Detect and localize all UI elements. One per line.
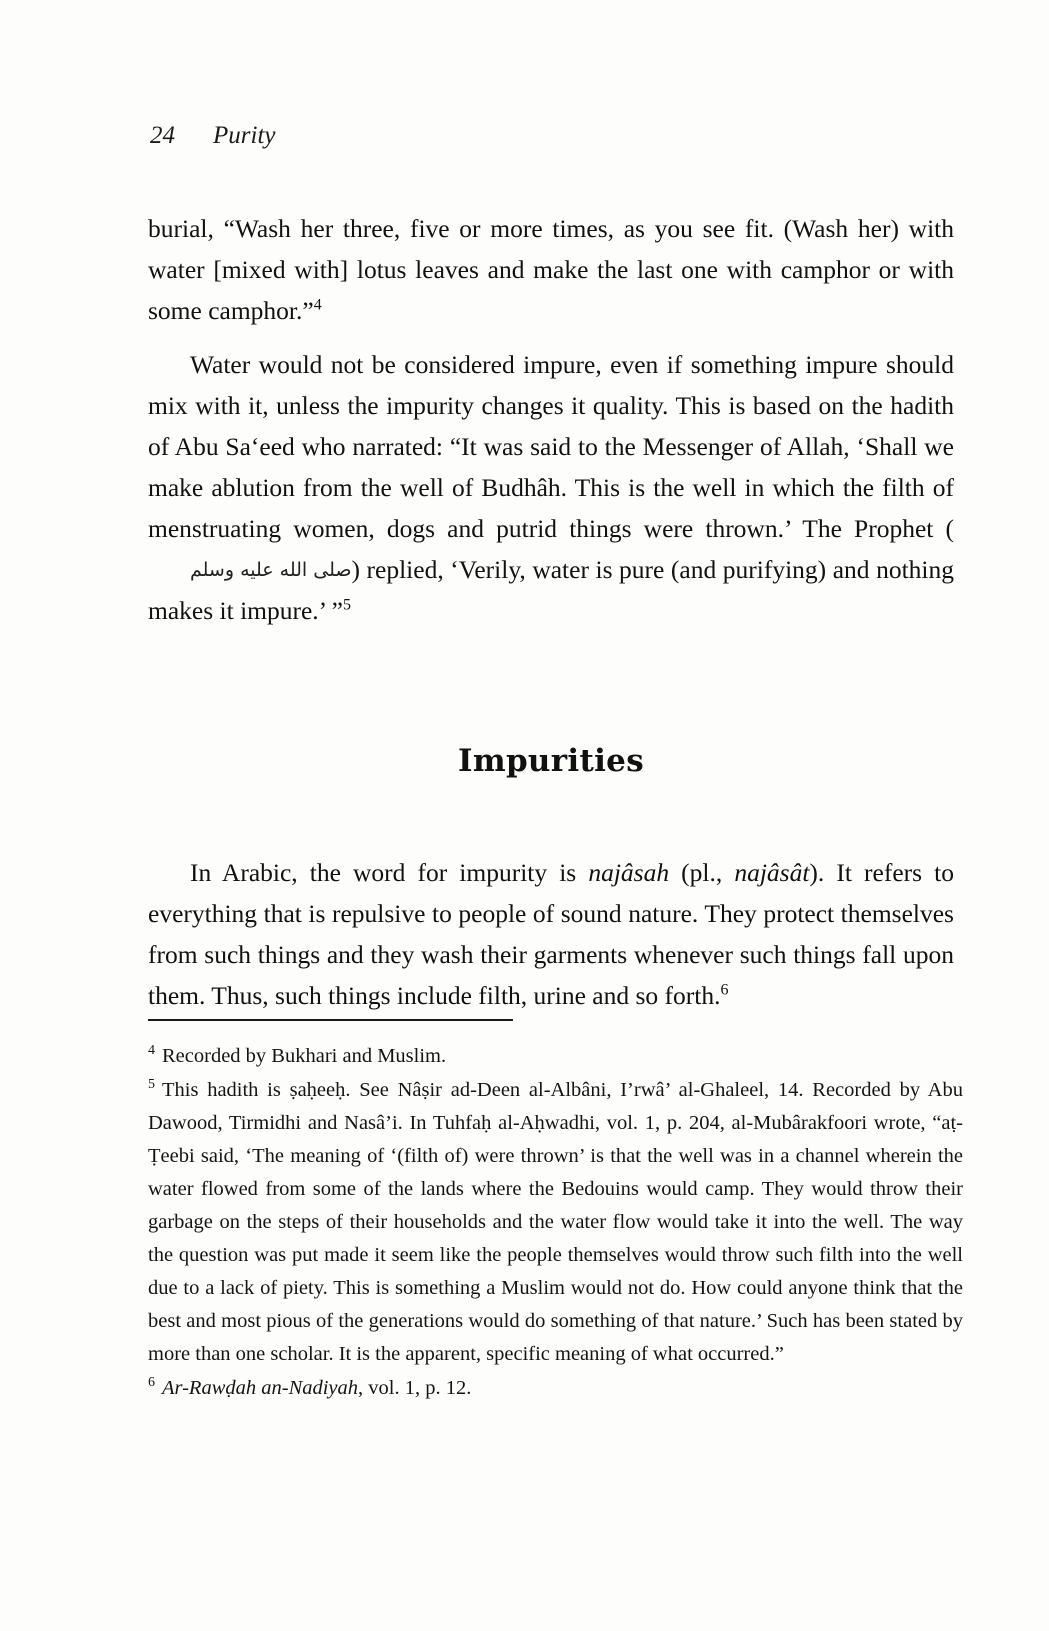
footnote-6-text: , vol. 1, p. 12. [358,1377,472,1399]
paragraph-2 [148,344,954,631]
footnote-ref-4: 4 [313,296,322,314]
paragraph-3-text-part1: In Arabic, the word for impurity is [190,858,589,887]
term-najasat: najâsât [734,858,810,887]
peace-be-upon-him-icon: صلى الله عليه وسلم [190,559,352,581]
running-head-title: Purity [213,122,276,149]
footnotes-block [148,1040,963,1406]
footnote-ref-6: 6 [720,981,729,999]
paragraph-2-text-part1: Water would not be considered impure, even if something impure should mix with it, unless the impurity changes it quality. This is based on the hadith of Abu Sa‘eed who narrated: “It was said to the Messenger of Allah, ‘Shall we make ablution from the well of Budhâh. This is the well in which the filth of menstruating women, dogs and putrid things were thrown.’ The Prophet ( [148,350,954,543]
paragraph-3 [148,852,954,1016]
footnote-6 [148,1372,963,1405]
paragraph-3-text-part3: ). It refers to everything that is repulsive to people of sound nature. They protect themselves from such things and they wash their garments whenever such things fall upon them. Thus, such things include filth, urine and so forth. [148,858,954,1010]
footnote-separator-rule [148,1019,513,1021]
spacer-below-heading [148,779,954,839]
footnote-4 [148,1040,963,1073]
footnote-4-text: Recorded by Bukhari and Muslim. [162,1045,447,1067]
paragraph-1 [148,208,954,331]
term-najasah: najâsah [588,858,670,887]
paragraph-1-text: burial, “Wash her three, five or more times, as you see fit. (Wash her) with water [mixed with] lotus leaves and make the last one with camphor or with some camphor.” [148,214,954,325]
footnote-5-text: This hadith is ṣaḥeeḥ. See Nâṣir ad-Deen al-Albâni, I’rwâ’ al-Ghaleel, 14. Recorded by Abu Dawood, Tirmidhi and Nasâ’i. In Tuhfaḥ al-Aḥwadhi, vol. 1, p. 204, al-Mubârakfoori wrote, “aṭ-Ṭeebi said, ‘The meaning of ‘(filth of) were thrown’ is that the well was in a channel wherein the water flowed from some of the lands where the Bedouins would camp. They would throw their garbage on the steps of their households and the water flow would take it into the well. The way the question was put made it seem like the people themselves would throw such filth into the well due to a lack of piety. This is something a Muslim would not do. How could anyone think that the best and most pious of the generations would do something of that nature.’ Such has been stated by more than one scholar. It is the apparent, specific meaning of what occurred.” [148,1079,963,1365]
body-column [148,208,954,1016]
section-heading: Impurities [458,743,644,779]
footnote-6-source-title: Ar-Rawḍah an-Nadiyah [162,1377,359,1399]
paragraph-2-text-part2: ) replied, ‘Verily, water is pure (and purifying) and nothing makes it impure.’ ” [148,555,954,625]
footnote-5-marker: 5 [148,1077,155,1093]
footnote-ref-5: 5 [342,596,351,614]
paragraph-3-text-part2: (pl., [669,858,735,887]
footnote-5 [148,1074,963,1371]
footnote-4-marker: 4 [148,1043,155,1059]
footnote-6-marker: 6 [148,1375,155,1391]
spacer-above-heading [148,631,954,743]
running-head [150,122,276,150]
page-number: 24 [150,122,175,149]
